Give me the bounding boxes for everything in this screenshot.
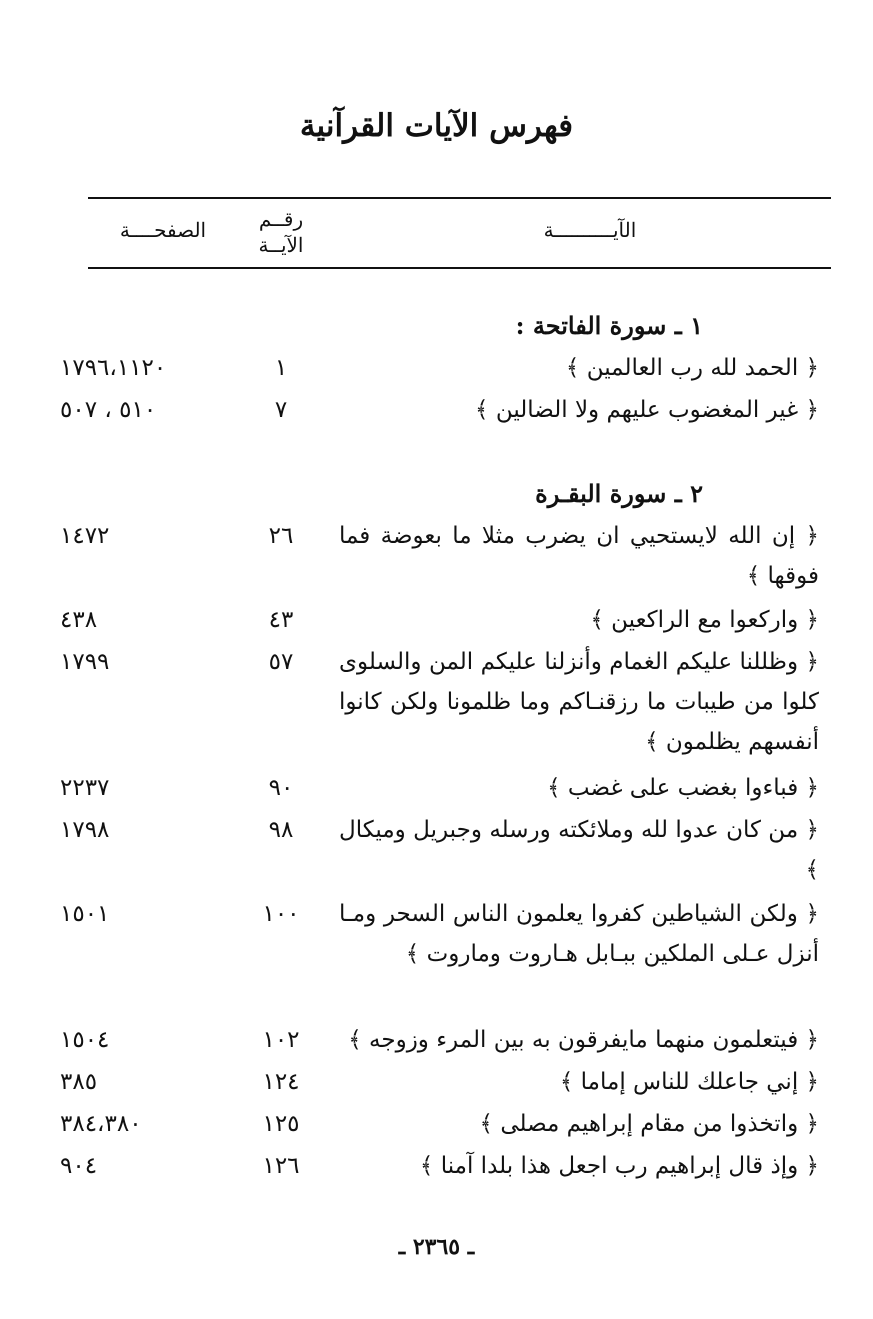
ayah-text: ﴿ فباءوا بغضب على غضب ﴾ xyxy=(547,775,819,801)
surah-heading: ١ ـ سورة الفاتحة : xyxy=(515,311,703,340)
ayah-number: ١٢٤ xyxy=(262,1069,300,1095)
ayah-number: ٤٣ xyxy=(268,607,294,633)
ayah-text: ﴿ واركعوا مع الراكعين ﴾ xyxy=(590,607,819,633)
page-numbers: ١٥٠٤ xyxy=(60,1027,110,1053)
ayah-text: ﴿ إني جاعلك للناس إماما ﴾ xyxy=(559,1069,819,1095)
ayah-number: ١٢٦ xyxy=(262,1153,300,1179)
ayah-text: ﴿ الحمد لله رب العالمين ﴾ xyxy=(565,355,819,381)
page-numbers: ٥١٠ ، ٥٠٧ xyxy=(60,397,157,423)
ayah-text: ﴿ وإذ قال إبراهيم رب اجعل هذا بلدا آمنا ﴾ xyxy=(419,1153,819,1179)
ayah-number: ٩٠ xyxy=(268,775,294,801)
ayah-text: ﴿ إن الله لايستحيي ان يضرب مثلا ما بعوضة فما فوقها ﴾ xyxy=(339,523,819,589)
page-numbers: ١٥٠١ xyxy=(60,901,110,927)
page-numbers: ٢٢٣٧ xyxy=(60,775,110,801)
surah-heading: ٢ ـ سورة البقـرة xyxy=(535,479,703,508)
page-title: فهرس الآيات القرآنية xyxy=(299,108,574,144)
ayah-text: ﴿ فيتعلمون منهما مايفرقون به بين المرء وزوجه ﴾ xyxy=(348,1027,819,1053)
ayah-text: ﴿ من كان عدوا لله وملائكته ورسله وجبريل وميكال ﴾ xyxy=(339,817,819,883)
column-header-ayah-number-line2: الآيــة xyxy=(258,233,304,257)
ayah-text: ﴿ ولكن الشياطين كفروا يعلمون الناس السحر ومـا أنزل عـلى الملكين ببـابل هـاروت وماروت ﴾ xyxy=(339,901,819,967)
page-numbers: ١٧٩٦،١١٢٠ xyxy=(60,355,167,381)
ayah-number: ٩٨ xyxy=(268,817,294,843)
ayah-number: ١٢٥ xyxy=(262,1111,300,1137)
ayah-number: ٥٧ xyxy=(268,649,294,675)
ayah-number: ١٠٢ xyxy=(262,1027,300,1053)
column-header-ayah: الآيــــــــــة xyxy=(543,218,637,242)
page-numbers: ٣٨٥ xyxy=(60,1069,98,1095)
ayah-number: ١ xyxy=(274,355,288,381)
ayah-text: ﴿ غير المغضوب عليهم ولا الضالين ﴾ xyxy=(475,397,819,423)
page-numbers: ١٧٩٨ xyxy=(60,817,110,843)
page-numbers: ١٧٩٩ xyxy=(60,649,110,675)
page-numbers: ٩٠٤ xyxy=(60,1153,98,1179)
column-header-ayah-number-line1: رقــم xyxy=(258,207,304,231)
ayah-number: ٧ xyxy=(274,397,288,423)
page-number-footer: ـ ٢٣٦٥ ـ xyxy=(398,1234,475,1260)
column-header-page: الصفحــــة xyxy=(119,218,207,242)
ayah-number: ١٠٠ xyxy=(262,901,300,927)
page-numbers: ١٤٧٢ xyxy=(60,523,110,549)
page-numbers: ٣٨٤،٣٨٠ xyxy=(60,1111,142,1137)
page-numbers: ٤٣٨ xyxy=(60,607,98,633)
ayah-text: ﴿ وظللنا عليكم الغمام وأنزلنا عليكم المن والسلوى كلوا من طيبات ما رزقنـاكم وما ظلمونا ولكن كانوا أنفسهم يظلمون ﴾ xyxy=(339,649,819,755)
ayah-text: ﴿ واتخذوا من مقام إبراهيم مصلى ﴾ xyxy=(479,1111,819,1137)
ayah-number: ٢٦ xyxy=(268,523,294,549)
